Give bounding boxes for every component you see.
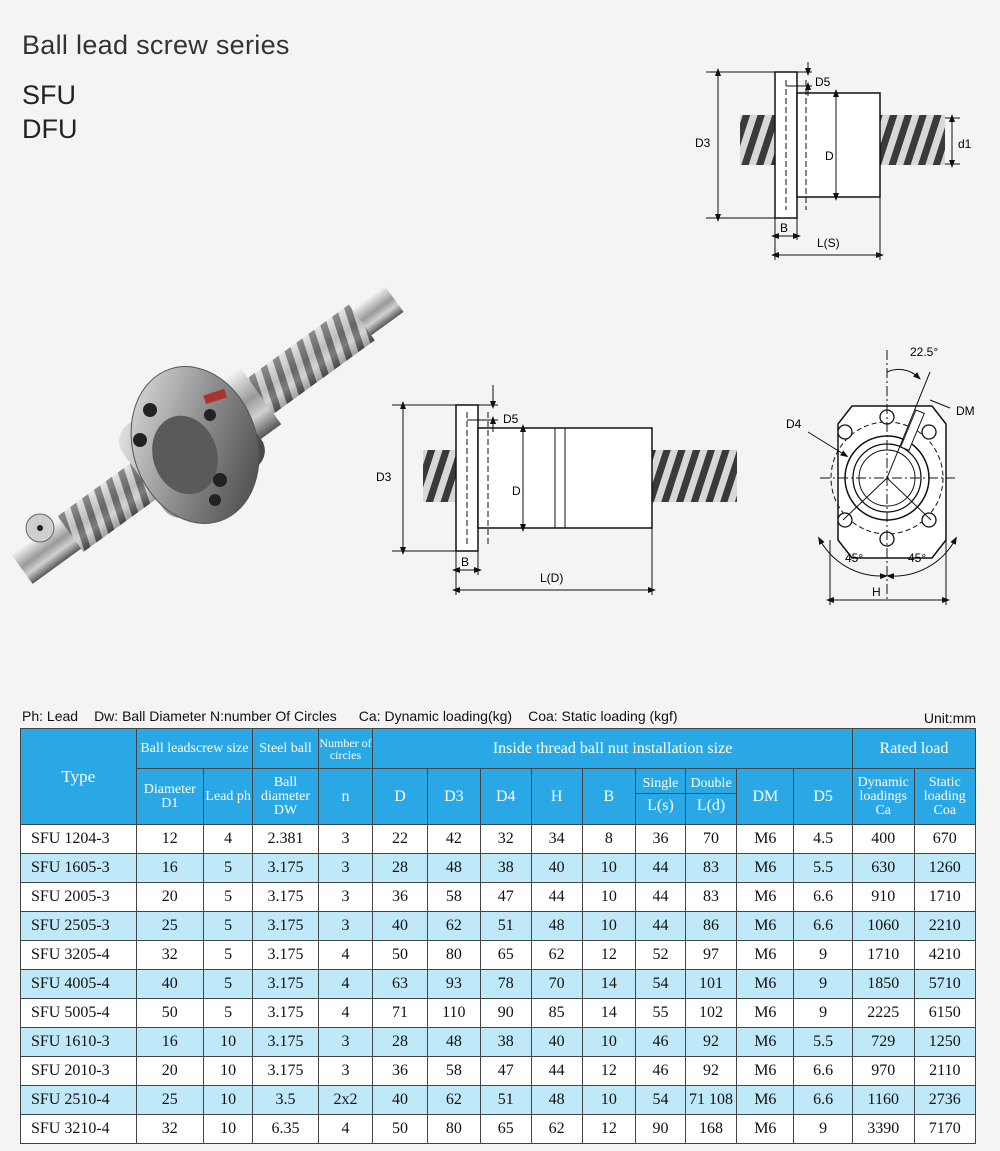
legend-ca: Ca: Dynamic loading(kg) xyxy=(358,708,513,724)
table-cell: 10 xyxy=(204,1086,253,1115)
table-cell: 47 xyxy=(480,883,531,912)
dfu-label-d: D xyxy=(512,484,521,498)
th-static: Static loading Coa xyxy=(914,769,975,825)
table-cell: 1710 xyxy=(852,941,914,970)
table-cell: 970 xyxy=(852,1057,914,1086)
table-cell: 40 xyxy=(531,854,582,883)
table-cell: SFU 1605-3 xyxy=(21,854,137,883)
table-cell: 2x2 xyxy=(318,1086,372,1115)
table-row xyxy=(21,883,976,912)
table-cell: SFU 5005-4 xyxy=(21,999,137,1028)
table-cell: 6.6 xyxy=(794,883,853,912)
table-cell: 5 xyxy=(204,883,253,912)
table-cell: 25 xyxy=(136,1086,203,1115)
table-cell: 14 xyxy=(582,970,636,999)
table-row xyxy=(21,941,976,970)
table-cell: 46 xyxy=(636,1028,686,1057)
table-cell: 70 xyxy=(531,970,582,999)
table-cell: 62 xyxy=(427,1086,480,1115)
table-cell: 1260 xyxy=(914,854,975,883)
table-cell: 910 xyxy=(852,883,914,912)
spec-table-body xyxy=(21,825,976,1144)
th-circles: Number of circles xyxy=(318,729,372,769)
table-cell: 80 xyxy=(427,1115,480,1144)
table-cell: 16 xyxy=(136,1028,203,1057)
table-cell: 97 xyxy=(685,941,737,970)
table-cell: SFU 1610-3 xyxy=(21,1028,137,1057)
table-cell: 16 xyxy=(136,854,203,883)
table-cell: 1060 xyxy=(852,912,914,941)
table-cell: 40 xyxy=(373,1086,428,1115)
table-cell: 3 xyxy=(318,825,372,854)
table-cell: 93 xyxy=(427,970,480,999)
table-cell: 8 xyxy=(582,825,636,854)
table-cell: 62 xyxy=(427,912,480,941)
table-cell: 102 xyxy=(685,999,737,1028)
label-angle-45-left: 45° xyxy=(845,551,864,565)
table-cell: 28 xyxy=(373,1028,428,1057)
table-cell: 3 xyxy=(318,883,372,912)
table-cell: 729 xyxy=(852,1028,914,1057)
table-row xyxy=(21,1028,976,1057)
table-cell: 5710 xyxy=(914,970,975,999)
table-cell: 20 xyxy=(136,1057,203,1086)
th-ld: L(d) xyxy=(696,797,726,814)
th-dm: DM xyxy=(737,769,794,825)
table-cell: 9 xyxy=(794,999,853,1028)
th-diameter: Diameter D1 xyxy=(136,769,203,825)
table-cell: 4 xyxy=(318,941,372,970)
table-cell: 12 xyxy=(582,1057,636,1086)
table-cell: 58 xyxy=(427,883,480,912)
table-cell: 1710 xyxy=(914,883,975,912)
ball-screw-photo xyxy=(0,254,426,613)
table-cell: 20 xyxy=(136,883,203,912)
table-cell: 6.6 xyxy=(794,1086,853,1115)
table-cell: 400 xyxy=(852,825,914,854)
table-cell: 4210 xyxy=(914,941,975,970)
table-cell: 10 xyxy=(582,854,636,883)
th-d4: D4 xyxy=(480,769,531,825)
table-cell: 51 xyxy=(480,912,531,941)
table-cell: 2736 xyxy=(914,1086,975,1115)
table-cell: 85 xyxy=(531,999,582,1028)
table-cell: 670 xyxy=(914,825,975,854)
table-cell: 3.175 xyxy=(253,912,318,941)
table-cell: 44 xyxy=(636,912,686,941)
label-d1: d1 xyxy=(958,137,972,151)
table-cell: 55 xyxy=(636,999,686,1028)
table-cell: 4 xyxy=(204,825,253,854)
table-cell: 168 xyxy=(685,1115,737,1144)
table-cell: 5 xyxy=(204,912,253,941)
table-cell: 71 xyxy=(373,999,428,1028)
table-cell: 63 xyxy=(373,970,428,999)
label-d: D xyxy=(825,149,834,163)
table-cell: 1160 xyxy=(852,1086,914,1115)
table-cell: 40 xyxy=(136,970,203,999)
table-cell: 22 xyxy=(373,825,428,854)
table-cell: 83 xyxy=(685,883,737,912)
table-cell: SFU 2505-3 xyxy=(21,912,137,941)
page-title: Ball lead screw series xyxy=(22,30,290,60)
table-cell: 101 xyxy=(685,970,737,999)
dfu-label-ld: L(D) xyxy=(540,571,564,585)
legend-coa: Coa: Static loading (kgf) xyxy=(528,708,678,724)
table-cell: 44 xyxy=(636,854,686,883)
th-double-label: Double xyxy=(686,775,737,794)
table-cell: 50 xyxy=(373,1115,428,1144)
th-ball-dia: Ball diameter DW xyxy=(253,769,318,825)
table-cell: 51 xyxy=(480,1086,531,1115)
table-row xyxy=(21,825,976,854)
table-cell: M6 xyxy=(737,999,794,1028)
table-cell: 1850 xyxy=(852,970,914,999)
table-cell: 3.5 xyxy=(253,1086,318,1115)
table-cell: 2210 xyxy=(914,912,975,941)
table-cell: 90 xyxy=(480,999,531,1028)
dfu-label-b: B xyxy=(461,555,470,569)
table-cell: 90 xyxy=(636,1115,686,1144)
th-type: Type xyxy=(21,729,137,825)
table-cell: 28 xyxy=(373,854,428,883)
screw-thread-right xyxy=(880,115,945,165)
table-cell: 10 xyxy=(582,883,636,912)
th-ball-size: Ball leadscrew size xyxy=(136,729,253,769)
table-row xyxy=(21,912,976,941)
table-cell: 2.381 xyxy=(253,825,318,854)
table-cell: 4 xyxy=(318,970,372,999)
table-cell: 86 xyxy=(685,912,737,941)
table-cell: 36 xyxy=(636,825,686,854)
label-d5: D5 xyxy=(815,75,831,89)
th-single xyxy=(636,769,686,825)
th-ls: L(s) xyxy=(647,797,674,814)
table-cell: 6150 xyxy=(914,999,975,1028)
label-angle-45-right: 45° xyxy=(908,551,927,565)
table-cell: SFU 4005-4 xyxy=(21,970,137,999)
label-d3: D3 xyxy=(695,136,711,150)
table-cell: 48 xyxy=(427,854,480,883)
table-cell: 54 xyxy=(636,1086,686,1115)
th-d3: D3 xyxy=(427,769,480,825)
series-dfu: DFU xyxy=(22,114,78,144)
table-cell: 10 xyxy=(582,1028,636,1057)
table-cell: 2225 xyxy=(852,999,914,1028)
table-cell: 40 xyxy=(373,912,428,941)
table-cell: 40 xyxy=(531,1028,582,1057)
table-cell: 3.175 xyxy=(253,999,318,1028)
table-cell: 78 xyxy=(480,970,531,999)
legend-dw: Dw: Ball Diameter N:number Of Circles xyxy=(94,708,337,724)
table-cell: 65 xyxy=(480,1115,531,1144)
table-cell: 12 xyxy=(582,1115,636,1144)
table-cell: SFU 3210-4 xyxy=(21,1115,137,1144)
nut-body xyxy=(797,93,880,197)
series-sfu: SFU xyxy=(22,80,76,110)
table-cell: M6 xyxy=(737,941,794,970)
dfu-thread-left xyxy=(423,450,456,502)
table-cell: SFU 2510-4 xyxy=(21,1086,137,1115)
table-cell: 9 xyxy=(794,1115,853,1144)
table-cell: 5.5 xyxy=(794,1028,853,1057)
spec-table xyxy=(20,728,976,1144)
table-cell: 3 xyxy=(318,1028,372,1057)
table-cell: 3 xyxy=(318,912,372,941)
table-cell: M6 xyxy=(737,1086,794,1115)
table-row xyxy=(21,970,976,999)
table-cell: 62 xyxy=(531,1115,582,1144)
table-cell: 4 xyxy=(318,999,372,1028)
table-cell: 38 xyxy=(480,1028,531,1057)
table-cell: 3 xyxy=(318,854,372,883)
table-cell: 9 xyxy=(794,941,853,970)
table-cell: 110 xyxy=(427,999,480,1028)
th-dynamic: Dynamic loadings Ca xyxy=(852,769,914,825)
table-cell: 3.175 xyxy=(253,854,318,883)
th-rated: Rated load xyxy=(852,729,975,769)
table-cell: 50 xyxy=(136,999,203,1028)
table-cell: 52 xyxy=(636,941,686,970)
table-cell: 5 xyxy=(204,970,253,999)
table-cell: 44 xyxy=(636,883,686,912)
th-steel-ball: Steel ball xyxy=(253,729,318,769)
table-cell: 44 xyxy=(531,883,582,912)
table-row xyxy=(21,999,976,1028)
table-cell: 47 xyxy=(480,1057,531,1086)
table-cell: 32 xyxy=(480,825,531,854)
table-cell: 32 xyxy=(136,941,203,970)
table-cell: M6 xyxy=(737,1115,794,1144)
table-cell: 3.175 xyxy=(253,883,318,912)
table-cell: 10 xyxy=(582,912,636,941)
table-cell: 3.175 xyxy=(253,1057,318,1086)
table-cell: M6 xyxy=(737,883,794,912)
table-cell: M6 xyxy=(737,854,794,883)
table-cell: 12 xyxy=(136,825,203,854)
table-cell: 62 xyxy=(531,941,582,970)
table-cell: 65 xyxy=(480,941,531,970)
label-b: B xyxy=(780,221,789,235)
table-cell: 44 xyxy=(531,1057,582,1086)
table-cell: 34 xyxy=(531,825,582,854)
table-cell: 10 xyxy=(204,1057,253,1086)
table-cell: 6.6 xyxy=(794,1057,853,1086)
table-cell: 5 xyxy=(204,854,253,883)
table-cell: 83 xyxy=(685,854,737,883)
table-cell: 3 xyxy=(318,1057,372,1086)
table-cell: SFU 2010-3 xyxy=(21,1057,137,1086)
th-d5: D5 xyxy=(794,769,853,825)
table-cell: 25 xyxy=(136,912,203,941)
table-cell: 3390 xyxy=(852,1115,914,1144)
screw-thread-left xyxy=(740,115,775,165)
table-cell: 92 xyxy=(685,1028,737,1057)
table-cell: SFU 1204-3 xyxy=(21,825,137,854)
table-cell: 2110 xyxy=(914,1057,975,1086)
dfu-drawing xyxy=(376,385,737,595)
table-cell: 42 xyxy=(427,825,480,854)
table-cell: 4 xyxy=(318,1115,372,1144)
table-cell: 48 xyxy=(531,912,582,941)
table-row xyxy=(21,854,976,883)
sfu-drawing xyxy=(695,62,972,260)
label-angle-22: 22.5° xyxy=(910,345,939,359)
table-cell: 10 xyxy=(582,1086,636,1115)
table-cell: 5 xyxy=(204,941,253,970)
th-b: B xyxy=(582,769,636,825)
table-cell: 46 xyxy=(636,1057,686,1086)
table-cell: 4.5 xyxy=(794,825,853,854)
table-cell: SFU 2005-3 xyxy=(21,883,137,912)
table-cell: 48 xyxy=(531,1086,582,1115)
table-cell: 3.175 xyxy=(253,941,318,970)
table-cell: 10 xyxy=(204,1115,253,1144)
table-cell: 6.35 xyxy=(253,1115,318,1144)
table-row xyxy=(21,1086,976,1115)
table-cell: 58 xyxy=(427,1057,480,1086)
th-single-label: Single xyxy=(636,775,685,794)
table-cell: M6 xyxy=(737,825,794,854)
dfu-label-d5: D5 xyxy=(503,412,519,426)
table-cell: 5 xyxy=(204,999,253,1028)
table-cell: 36 xyxy=(373,883,428,912)
legend xyxy=(22,708,694,724)
table-cell: 14 xyxy=(582,999,636,1028)
table-cell: M6 xyxy=(737,912,794,941)
table-cell: 1250 xyxy=(914,1028,975,1057)
flange-front-view xyxy=(786,345,975,605)
table-cell: 630 xyxy=(852,854,914,883)
table-cell: SFU 3205-4 xyxy=(21,941,137,970)
th-double xyxy=(685,769,737,825)
label-h: H xyxy=(872,585,881,599)
table-cell: 71 108 xyxy=(685,1086,737,1115)
table-cell: 6.6 xyxy=(794,912,853,941)
dfu-thread-right xyxy=(652,450,737,502)
table-cell: 54 xyxy=(636,970,686,999)
table-cell: 92 xyxy=(685,1057,737,1086)
th-install: Inside thread ball nut installation size xyxy=(373,729,853,769)
table-cell: 70 xyxy=(685,825,737,854)
table-row xyxy=(21,1115,976,1144)
table-cell: 50 xyxy=(373,941,428,970)
th-h: H xyxy=(531,769,582,825)
table-cell: 48 xyxy=(427,1028,480,1057)
table-cell: 38 xyxy=(480,854,531,883)
table-cell: 80 xyxy=(427,941,480,970)
table-cell: 7170 xyxy=(914,1115,975,1144)
table-cell: 3.175 xyxy=(253,970,318,999)
dfu-label-d3: D3 xyxy=(376,470,392,484)
table-cell: 10 xyxy=(204,1028,253,1057)
table-cell: 9 xyxy=(794,970,853,999)
label-dm: DM xyxy=(956,404,975,418)
th-n: n xyxy=(318,769,372,825)
legend-ph: Ph: Lead xyxy=(22,708,79,724)
th-lead: Lead ph xyxy=(204,769,253,825)
table-cell: M6 xyxy=(737,1057,794,1086)
table-cell: 5.5 xyxy=(794,854,853,883)
table-row xyxy=(21,1057,976,1086)
table-cell: 3.175 xyxy=(253,1028,318,1057)
label-ls: L(S) xyxy=(817,236,840,250)
table-cell: M6 xyxy=(737,1028,794,1057)
table-cell: 36 xyxy=(373,1057,428,1086)
table-cell: 32 xyxy=(136,1115,203,1144)
table-cell: 12 xyxy=(582,941,636,970)
label-d4: D4 xyxy=(786,417,802,431)
unit-label: Unit:mm xyxy=(923,710,976,726)
th-d: D xyxy=(373,769,428,825)
table-cell: M6 xyxy=(737,970,794,999)
